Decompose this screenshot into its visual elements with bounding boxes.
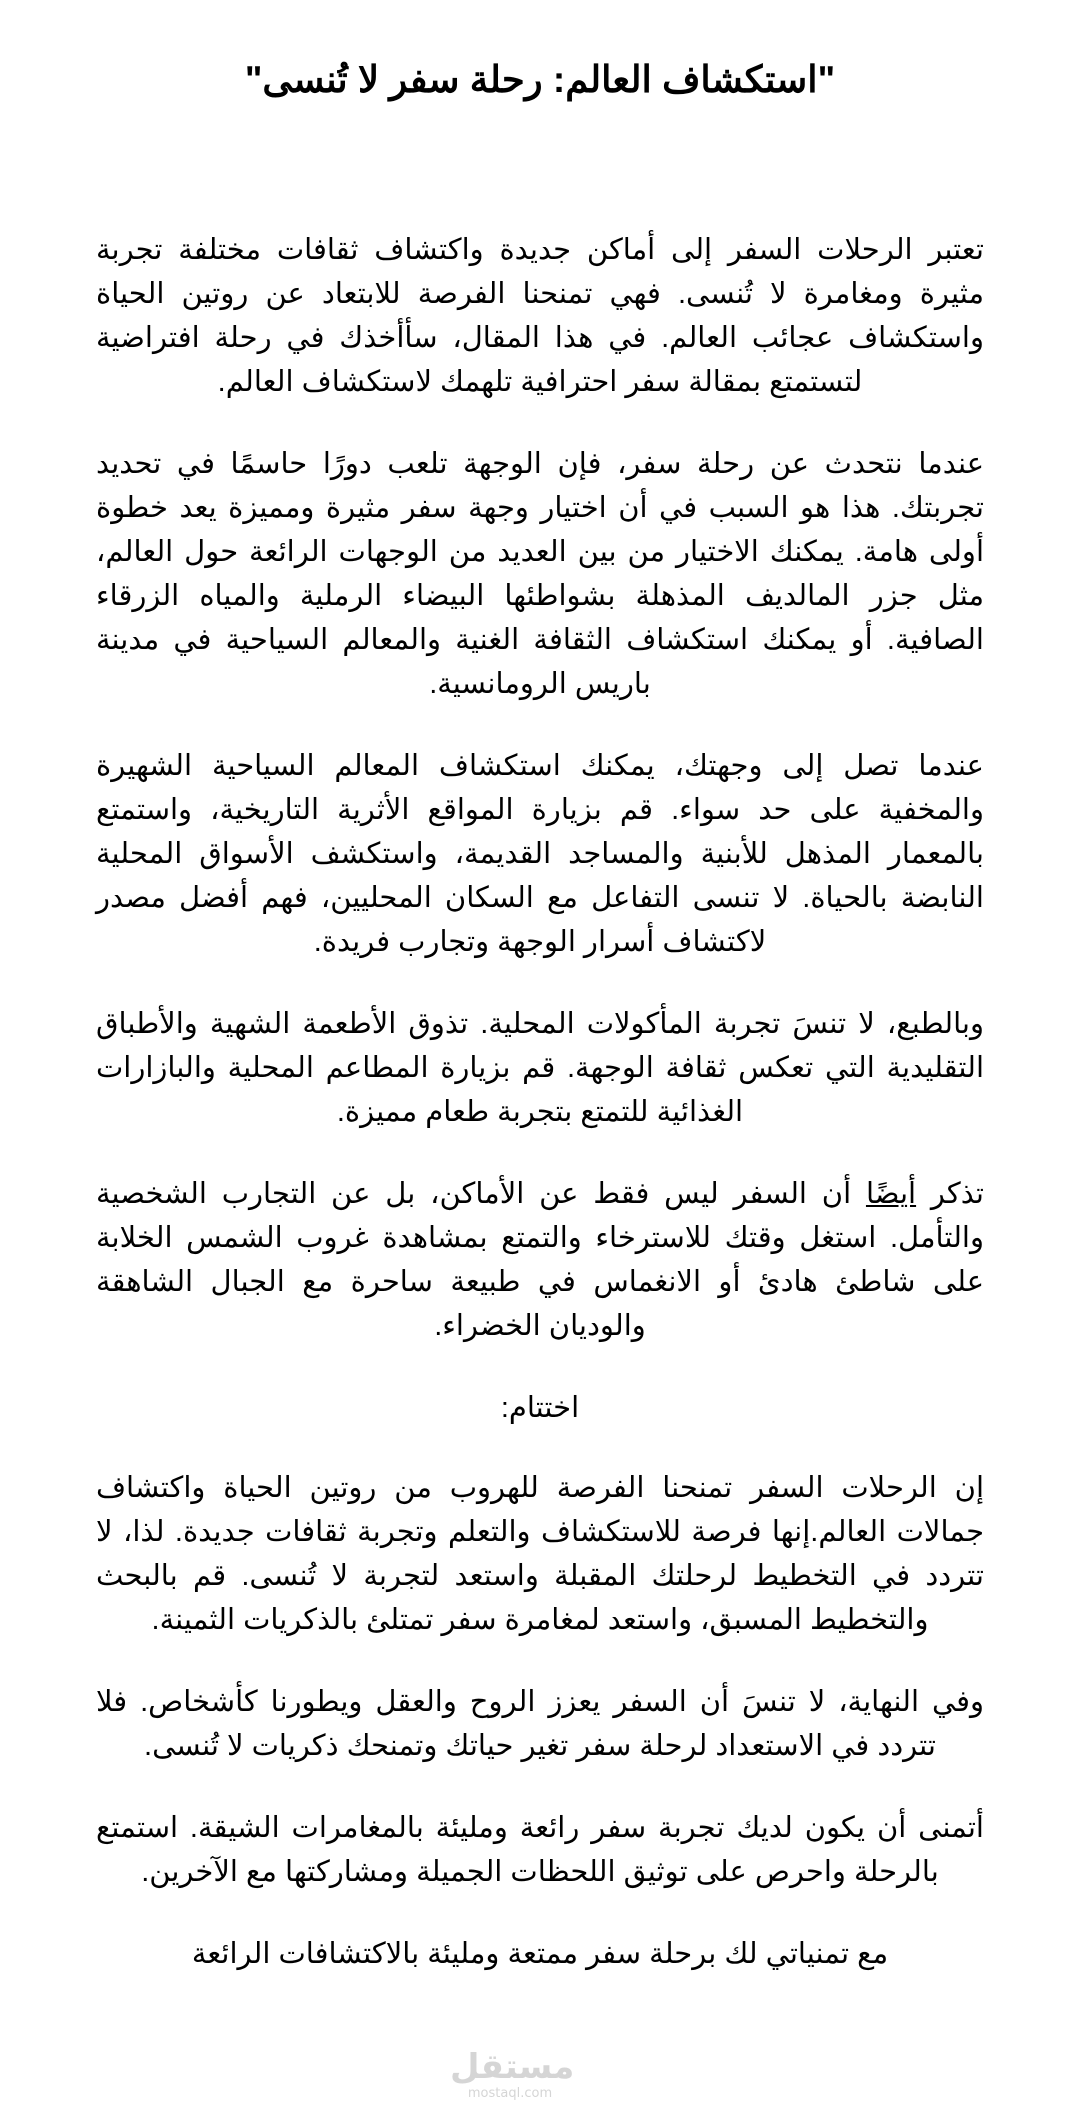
reflection-paragraph-start: تذكر [916,1178,984,1210]
conclusion-paragraph: إن الرحلات السفر تمنحنا الفرصة للهروب من روتين الحياة واكتشاف جمالات العالم.إنها فرصة للاستكشاف والتعلم وتجربة ثقافات جديدة. لذا، لا تتردد في التخطيط لرحلتك المقبلة واستعد لتجربة لا تُنسى. قم بالبحث والتخطيط المسبق، واستعد لمغامرة سفر تمتلئ بالذكريات الثمينة. [96,1472,985,1636]
underlined-word: أيضًا [865,1178,917,1210]
watermark-logo: مستقل [450,2047,575,2087]
reflection-paragraph [96,1172,984,1348]
sights-paragraph: عندما تصل إلى وجهتك، يمكنك استكشاف المعالم السياحية الشهيرة والمخفية على حد سواء. قم بزيارة المواقع الأثرية التاريخية، واستمتع بالمعمار المذهل للأبنية والمساجد القديمة، واستكشف الأسواق المحلية النابضة بالحياة. لا تنسى التفاعل مع السكان المحليين، فهم أفضل مصدر لاكتشاف أسرار الوجهة وتجارب فريدة. [96,750,984,958]
closing-line: مع تمنياتي لك برحلة سفر ممتعة ومليئة بالاكتشافات الرائعة [191,1938,889,1970]
watermark-text: mostaql.com [467,2086,553,2101]
wishes-paragraph: أتمنى أن يكون لديك تجربة سفر رائعة ومليئة بالمغامرات الشيقة. استمتع بالرحلة واحرص على توثيق اللحظات الجميلة ومشاركتها مع الآخرين. [96,1812,984,1888]
food-paragraph: وبالطبع، لا تنسَ تجربة المأكولات المحلية. تذوق الأطعمة الشهية والأطباق التقليدية التي تعكس ثقافة الوجهة. قم بزيارة المطاعم المحلية والبازارات الغذائية للتمتع بتجربة طعام مميزة. [96,1008,984,1128]
reflection-paragraph-rest: أن السفر ليس فقط عن الأماكن، بل عن التجارب الشخصية والتأمل. استغل وقتك للاسترخاء والتمتع بمشاهدة غروب الشمس الخلابة على شاطئ هادئ أو الانغماس في طبيعة ساحرة مع الجبال الشاهقة والوديان الخضراء. [96,1178,984,1342]
conclusion-heading: اختتام: [500,1392,580,1424]
intro-paragraph: تعتبر الرحلات السفر إلى أماكن جديدة واكتشاف ثقافات مختلفة تجربة مثيرة ومغامرة لا تُنسى. فهي تمنحنا الفرصة للابتعاد عن روتين الحياة واستكشاف عجائب العالم. في هذا المقال، سأأخذك في رحلة افتراضية لتستمتع بمقالة سفر احترافية تلهمك لاستكشاف العالم. [96,234,984,398]
final-paragraph: وفي النهاية، لا تنسَ أن السفر يعزز الروح والعقل ويطورنا كأشخاص. فلا تتردد في الاستعداد لرحلة سفر تغير حياتك وتمنحك ذكريات لا تُنسى. [96,1686,984,1762]
article-title: "استكشاف العالم: رحلة سفر لا تُنسى" [244,59,836,100]
destination-paragraph: عندما نتحدث عن رحلة سفر، فإن الوجهة تلعب دورًا حاسمًا في تحديد تجربتك. هذا هو السبب في أن اختيار وجهة سفر مثيرة ومميزة يعد خطوة أولى هامة. يمكنك الاختيار من بين العديد من الوجهات الرائعة حول العالم، مثل جزر المالديف المذهلة بشواطئها البيضاء الرملية والمياه الزرقاء الصافية. أو يمكنك استكشاف الثقافة الغنية والمعالم السياحية في مدينة باريس الرومانسية. [96,448,984,700]
